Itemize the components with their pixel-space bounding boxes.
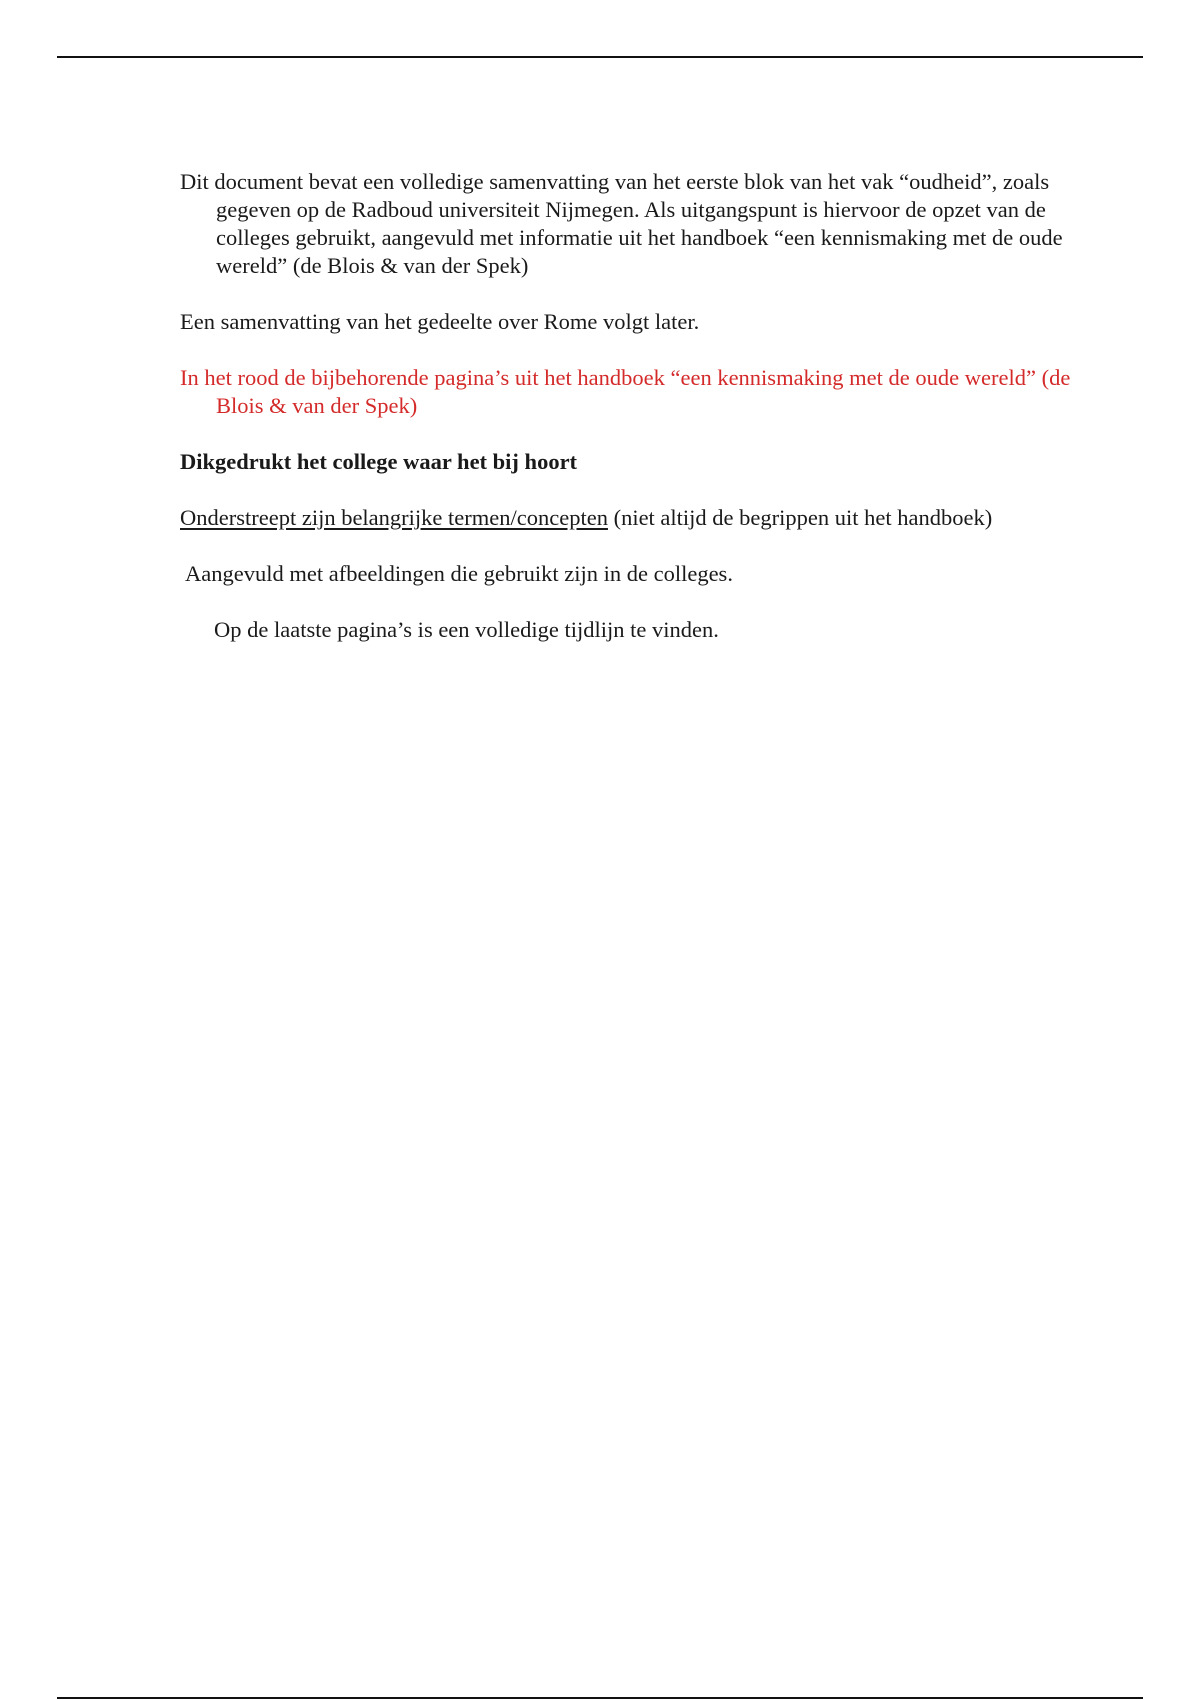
document-body [180,168,1080,672]
underline-note-rest: (niet altijd de begrippen uit het handboek) [607,505,993,530]
header-rule [57,56,1143,58]
underlined-label: Onderstreept zijn belangrijke termen/concepten [180,505,608,530]
red-note-paragraph: In het rood de bijbehorende pagina’s uit het handboek “een kennismaking met de oude wereld” (de Blois & van der Spek) [180,365,1071,418]
rome-paragraph: Een samenvatting van het gedeelte over Rome volgt later. [180,309,700,334]
underline-note-paragraph [180,504,1080,532]
bold-note-paragraph: Dikgedrukt het college waar het bij hoort [180,449,578,474]
footer-rule [57,1697,1143,1699]
timeline-paragraph: Op de laatste pagina’s is een volledige tijdlijn te vinden. [214,617,719,642]
images-paragraph: Aangevuld met afbeeldingen die gebruikt zijn in de colleges. [185,561,733,586]
intro-paragraph: Dit document bevat een volledige samenvatting van het eerste blok van het vak “oudheid”, zoals gegeven op de Radboud universiteit Nijmegen. Als uitgangspunt is hiervoor de opzet van de colleges gebruikt, aangevuld met informatie uit het handboek “een kennismaking met de oude wereld” (de Blois & van der Spek) [180,169,1063,278]
